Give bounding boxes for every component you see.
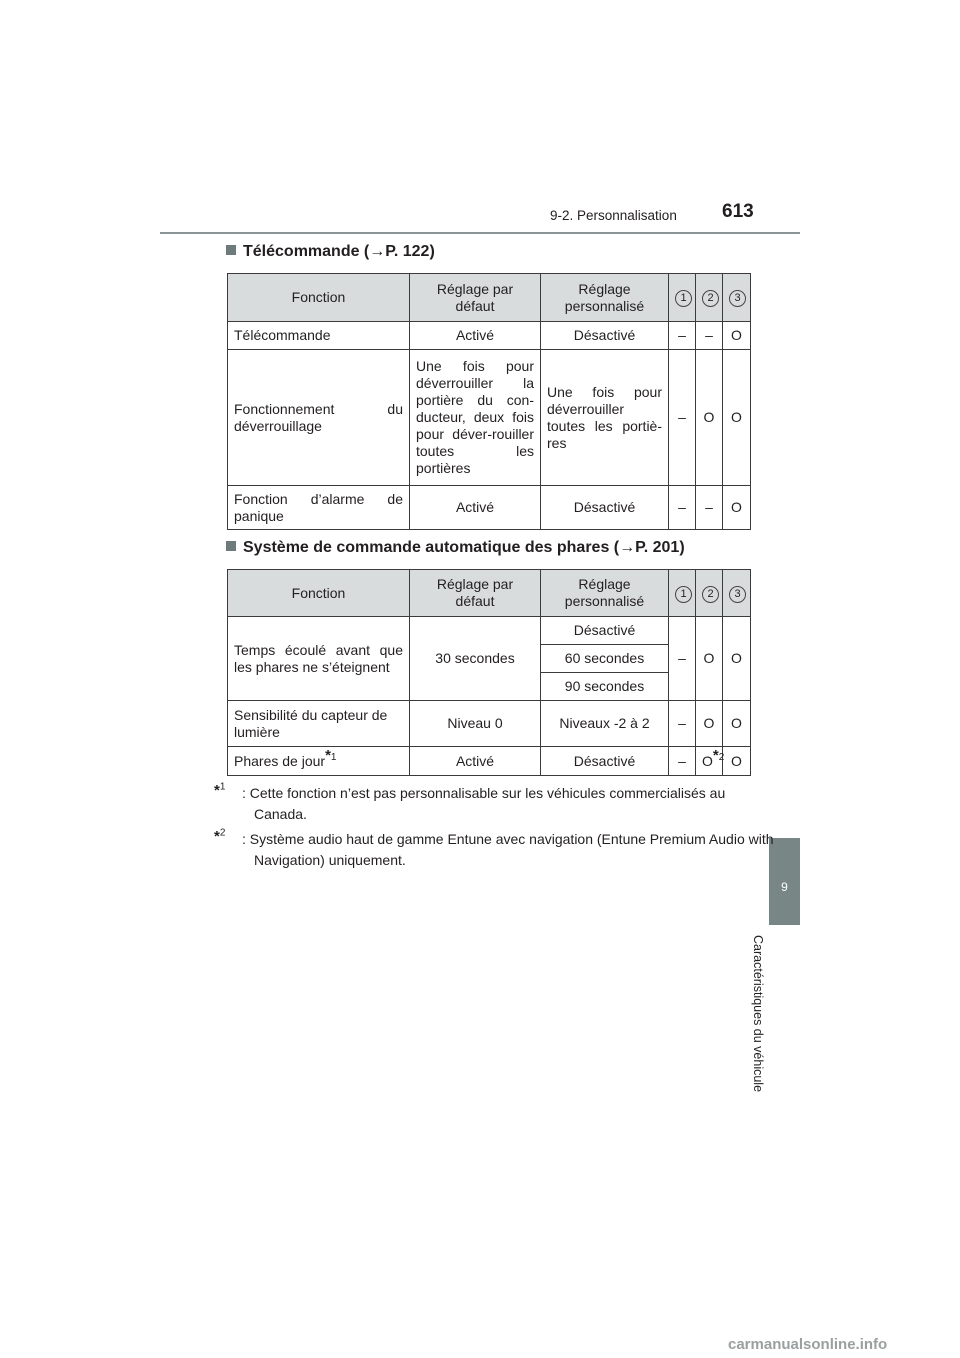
table-row: Phares de jour$^{*1}$ Activé Désactivé – $O^{*2}$ O <box>228 747 751 776</box>
column-header <box>696 274 723 322</box>
circled-number: 3 <box>729 586 746 603</box>
column-header: Réglage personnalisé <box>541 274 669 322</box>
cell-c2: $O^{*2}$ <box>696 747 723 776</box>
circled-number: 2 <box>702 290 719 307</box>
page-number: 613 <box>722 201 754 222</box>
column-header: Réglage personnalisé <box>541 570 669 617</box>
section-heading-telecommande: Télécommande (→P. 122) <box>226 243 435 261</box>
column-header <box>723 274 751 322</box>
table-row: 90 secondes <box>228 673 751 701</box>
circled-number: 2 <box>702 586 719 603</box>
chapter-label: Caractéristiques du véhicule <box>751 935 765 1093</box>
column-header <box>723 570 751 617</box>
column-header: Réglage par défaut <box>410 274 541 322</box>
table-phares <box>227 569 751 776</box>
watermark: carmanualsonline.info <box>728 1336 888 1353</box>
cell-function: Phares de jour$^{*1}$ <box>228 747 410 776</box>
column-header <box>696 570 723 617</box>
square-bullet-icon <box>226 245 236 255</box>
table-row: Fonctionnement du déverrouillage Une fois pour déverrouiller la portière du con-ducteur, deux fois pour déver-rouiller toutes les portières Une fois pour déverrouiller toutes les portiè-res – O O <box>228 350 751 486</box>
column-header: Fonction <box>228 274 410 322</box>
table-row: Fonction d’alarme de panique Activé Désactivé – – O <box>228 486 751 530</box>
circled-number: 3 <box>729 290 746 307</box>
section-title: 9-2. Personnalisation <box>550 208 677 223</box>
table-row: Temps écoulé avant que les phares ne s’éteignent 30 secondes Désactivé – O O <box>228 617 751 645</box>
circled-number: 1 <box>675 586 692 603</box>
circled-number: 1 <box>675 290 692 307</box>
column-header: Fonction <box>228 570 410 617</box>
column-header <box>669 570 696 617</box>
square-bullet-icon <box>226 541 236 551</box>
header-divider <box>160 232 800 234</box>
column-header <box>669 274 696 322</box>
column-header: Réglage par défaut <box>410 570 541 617</box>
section-heading-phares: Système de commande automatique des phares (→P. 201) <box>226 539 685 557</box>
table-row: Télécommande Activé Désactivé – – O <box>228 322 751 350</box>
table-telecommande <box>227 273 751 530</box>
chapter-tab[interactable]: 9 <box>769 838 800 925</box>
table-row: 60 secondes <box>228 645 751 673</box>
table-row: Sensibilité du capteur de lumière Niveau 0 Niveaux -2 à 2 – O O <box>228 701 751 747</box>
